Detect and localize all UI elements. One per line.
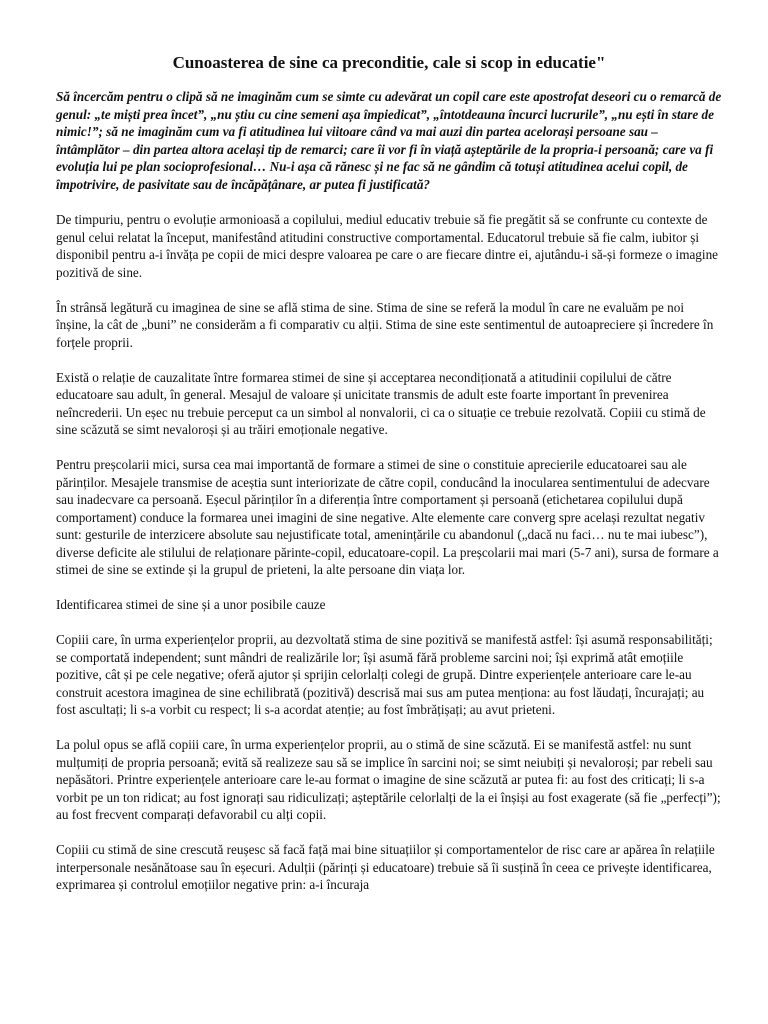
body-paragraph: La polul opus se află copiii care, în urma experiențelor proprii, au o stimă de sine scăzută. Ei se manifestă astfel: nu sunt mulțumiți de propria persoană; evită să realizeze sau să se implice în sarcini noi; se simt neiubiți și nevaloroși; par rebeli sau nepăsători. Printre experiențele anterioare care le-au format o imagine de sine scăzută ar putea fi: au fost des criticați; li s-a vorbit pe un ton ridicat; au fost ignorați sau ridiculizați; așteptările celorlalți de la ei înșiși au fost exagerate (să fie „perfecți”); au fost frecvent comparați defavorabil cu alți copii.: [56, 737, 721, 822]
document-page: [56, 52, 722, 911]
body-paragraph: Copiii care, în urma experiențelor proprii, au dezvoltată stima de sine pozitivă se manifestă astfel: își asumă responsabilități; se comportată independent; sunt mândri de realizările lor; își asumă fără probleme sarcini noi; își exprimă atât emoțiile pozitive, cât și pe cele negative; oferă ajutor și sprijin celorlalți colegi de grupă. Dintre experiențele anterioare care le-au construit acestora imaginea de sine echilibrată (pozitivă) descrisă mai sus am putea menționa: au fost lăudați, încurajați; au fost ascultați; li s-a vorbit cu respect; li s-a acordat atenție; au fost îmbrățișați; au avut prieteni.: [56, 632, 713, 717]
document-title: Cunoasterea de sine ca preconditie, cale si scop in educatie": [172, 53, 606, 72]
body-paragraph: De timpuriu, pentru o evoluție armonioasă a copilului, mediul educativ trebuie să fie pregătit să se confrunte cu contexte de genul celui relatat la început, manifestând atitudini constructive comportamental. Educatorul trebuie să fie calm, iubitor și disponibil pentru a-i învăța pe copii de mici despre valoarea pe care o are fiecare dintre ei, ajutându-i să-și formeze o imagine pozitivă de sine.: [56, 212, 719, 280]
intro-paragraph: Să încercăm pentru o clipă să ne imaginăm cum se simte cu adevărat un copil care este apostrofat deseori cu o remarcă de genul: „te miști prea încet”, „nu știu cu cine semeni așa împiedicat”, „întotdeauna încurci lucrurile”, „nu ești în stare de nimic!”; să ne imaginăm cum va fi atitudinea lui viitoare când va mai auzi din partea acelorași persoane sau – întâmplător – din partea altora același tip de remarci; care îi vor fi în viață așteptările de la propria-i persoană; care va fi evoluția lui pe plan socioprofesional… Nu-i așa că rănesc și ne fac să ne gândim că totuși atitudinea acelui copil, de împotrivire, de pasivitate sau de încăpățânare, ar putea fi justificată?: [56, 89, 722, 192]
body-paragraph: Pentru preșcolarii mici, sursa cea mai importantă de formare a stimei de sine o constituie aprecierile educatoarei sau ale părinților. Mesajele transmise de aceștia sunt interiorizate de către copil, conducând la inocularea sentimentului de adecvare sau inadecvare ca persoană. Eșecul părinților în a diferenția între comportament și persoană (etichetarea copilului după comportament) conduce la formarea unei imagini de sine negative. Alte elemente care converg spre același rezultat negativ sunt: gesturile de interzicere absolute sau nejustificate total, amenințările cu abandonul („dacă nu faci… nu te mai iubesc”), diverse deficite ale stilului de relaționare părinte-copil, educatoare-copil. La preșcolarii mai mari (5-7 ani), sursa de formare a stimei de sine se extinde și la grupul de prieteni, la alte persoane din viața lor.: [56, 457, 719, 577]
body-paragraph: În strânsă legătură cu imaginea de sine se află stima de sine. Stima de sine se referă la modul în care ne evaluăm pe noi înșine, la cât de „buni” ne considerăm a fi comparativ cu alții. Stima de sine este sentimentul de autoapreciere și încredere în forțele proprii.: [56, 299, 714, 350]
section-heading: Identificarea stimei de sine și a unor posibile cauze: [56, 597, 326, 612]
body-paragraph: Copiii cu stimă de sine crescută reușesc să facă față mai bine situațiilor și comportamentelor de risc care ar apărea în relațiile interpersonale nesănătoase sau în eșecuri. Adulții (părinți și educatoare) trebuie să îi susțină în ceea ce privește identificarea, exprimarea și controlul emoțiilor negative prin: a-i încuraja: [56, 842, 715, 892]
body-paragraph: Există o relație de cauzalitate între formarea stimei de sine și acceptarea necondiționată a atitudinii copilului de către educatoare sau adult, în general. Mesajul de valoare și unicitate transmis de adult este foarte important în prevenirea neîncrederii. Un eșec nu trebuie perceput ca un simbol al nonvalorii, ci ca o situație ce trebuie rezolvată. Copiii cu stimă de sine scăzută se simt nevaloroși și au trăiri emoționale negative.: [56, 369, 706, 437]
